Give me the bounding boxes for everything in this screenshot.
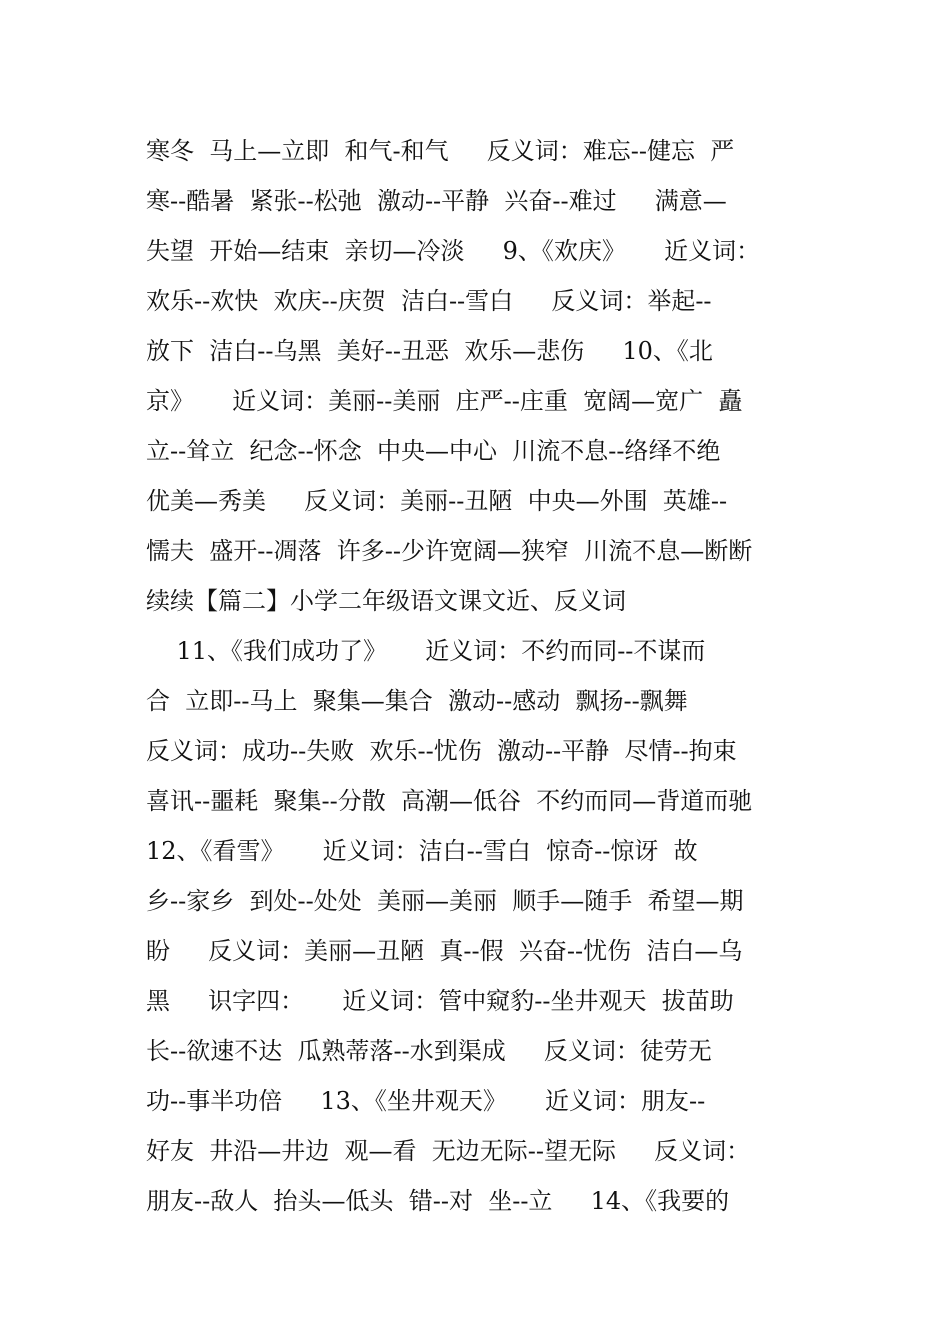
text-line: 欢乐--欢快 欢庆--庆贺 洁白--雪白 反义词：举起--	[146, 287, 712, 315]
text-line: 盼 反义词：美丽—丑陋 真--假 兴奋--忧伤 洁白—乌	[146, 937, 743, 965]
text-line: 寒冬 马上—立即 和气-和气 反义词：难忘--健忘 严	[146, 137, 735, 165]
text-line: 12、《看雪》 近义词：洁白--雪白 惊奇--惊讶 故	[146, 837, 698, 865]
text-line: 放下 洁白--乌黑 美好--丑恶 欢乐—悲伤 10、《北	[146, 337, 713, 365]
text-line: 朋友--敌人 抬头—低头 错--对 坐--立 14、《我要的	[146, 1187, 730, 1215]
text-line: 喜讯--噩耗 聚集--分散 高潮—低谷 不约而同—背道而驰	[146, 787, 753, 815]
text-line: 续续【篇二】小学二年级语文课文近、反义词	[146, 587, 626, 615]
text-line: 好友 井沿—井边 观—看 无边无际--望无际 反义词：	[146, 1137, 751, 1165]
text-line: 懦夫 盛开--凋落 许多--少许宽阔—狭窄 川流不息—断断	[146, 537, 753, 565]
text-line: 11、《我们成功了》 近义词：不约而同--不谋而	[146, 637, 706, 665]
text-line: 失望 开始—结束 亲切—冷淡 9、《欢庆》 近义词：	[146, 237, 761, 265]
text-line: 合 立即--马上 聚集—集合 激动--感动 飘扬--飘舞	[146, 687, 688, 715]
text-line: 黑 识字四： 近义词：管中窥豹--坐井观天 拔苗助	[146, 987, 734, 1015]
text-line: 乡--家乡 到处--处处 美丽—美丽 顺手—随手 希望—期	[146, 887, 744, 915]
document-body	[146, 128, 836, 1228]
text-line: 反义词：成功--失败 欢乐--忧伤 激动--平静 尽情--拘束	[146, 737, 737, 765]
text-line: 立--耸立 纪念--怀念 中央—中心 川流不息--络绎不绝	[146, 437, 721, 465]
text-line: 长--欲速不达 瓜熟蒂落--水到渠成 反义词：徒劳无	[146, 1037, 712, 1065]
text-line: 寒--酷暑 紧张--松弛 激动--平静 兴奋--难过 满意—	[146, 187, 727, 215]
text-line: 优美—秀美 反义词：美丽--丑陋 中央—外围 英雄--	[146, 487, 728, 515]
text-line: 功--事半功倍 13、《坐井观天》 近义词：朋友--	[146, 1087, 706, 1115]
text-line: 京》 近义词：美丽--美丽 庄严--庄重 宽阔—宽广 矗	[146, 387, 743, 415]
